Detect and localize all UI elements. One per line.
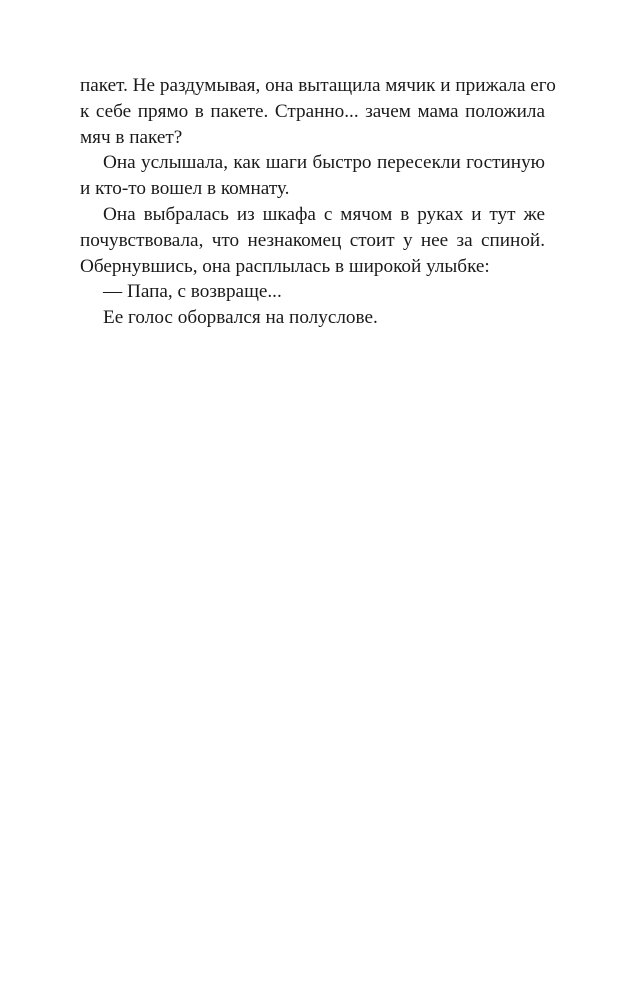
text-line: Она выбралась из шкафа с мячом в руках и тут же	[103, 203, 545, 225]
book-page-text	[80, 73, 556, 331]
text-line: к себе прямо в пакете. Странно... зачем мама положила	[80, 100, 545, 122]
paragraph-2	[80, 150, 545, 202]
text-line: Обернувшись, она расплылась в широкой улыбке:	[80, 255, 490, 277]
paragraph-5	[80, 305, 545, 331]
text-line: Ее голос оборвался на полуслове.	[103, 307, 378, 329]
text-line: почувствовала, что незнакомец стоит у нее за спиной.	[80, 229, 545, 251]
text-line: Она услышала, как шаги быстро пересекли гостиную	[103, 152, 545, 174]
text-line: мяч в пакет?	[80, 126, 183, 148]
paragraph-4	[80, 279, 545, 305]
text-line: — Папа, с возвраще...	[103, 281, 282, 303]
text-line: и кто-то вошел в комнату.	[80, 178, 290, 200]
paragraph-1	[80, 73, 556, 150]
paragraph-3	[80, 202, 545, 279]
text-line: пакет. Не раздумывая, она вытащила мячик и прижала его	[80, 75, 556, 96]
